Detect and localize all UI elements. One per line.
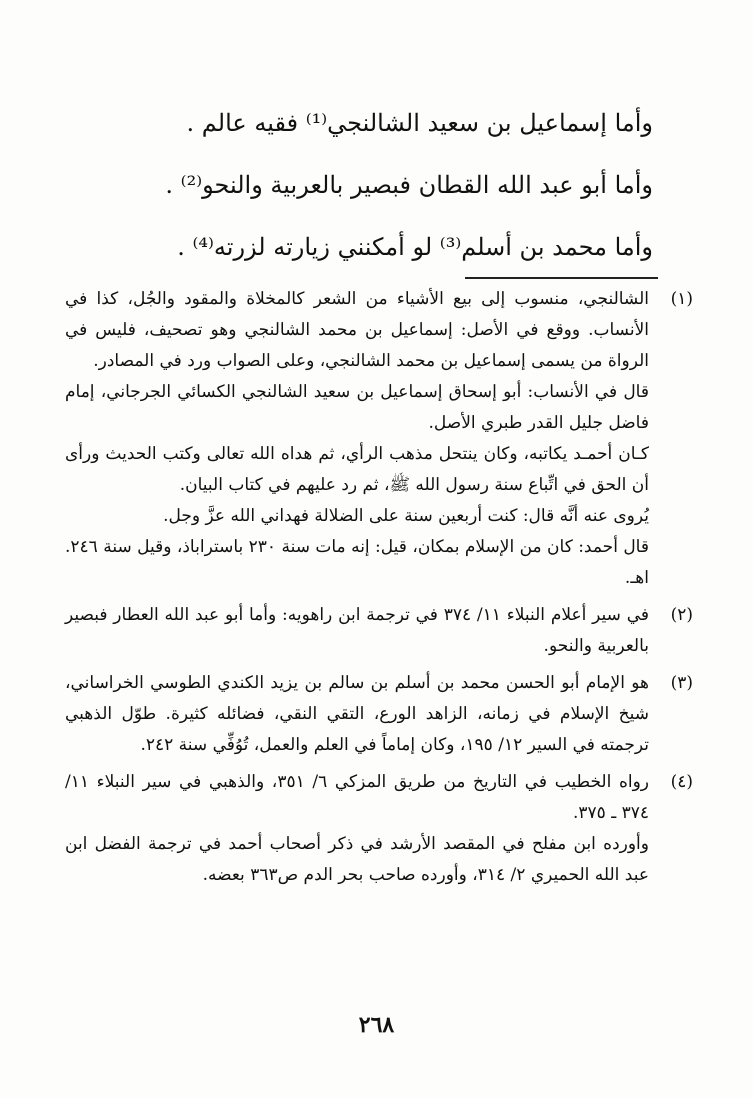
main-text-line: وأما محمد بن أسلم⁽³⁾ لو أمكنني زيارته لزرته⁽⁴⁾ .: [177, 233, 653, 261]
footnote-number: (٢): [670, 605, 693, 625]
footnote-paragraph: يُروى عنه أنَّه قال: كنت أربعين سنة على الضلالة فهداني الله عزَّ وجل.: [163, 506, 649, 526]
footnote-body: [65, 767, 649, 891]
footnote-body: [65, 600, 649, 662]
footnote-number: (١): [670, 289, 693, 309]
footnote-paragraph: وأورده ابن مفلح في المقصد الأرشد في ذكر أصحاب أحمد في ترجمة الفضل ابن عبد الله الحميري ٢/ ٣١٤، وأورده صاحب بحر الدم ص٣٦٣ بعضه.: [65, 834, 649, 885]
main-text-line: وأما إسماعيل بن سعيد الشالنجي⁽¹⁾ فقيه عالم .: [186, 109, 653, 137]
footnote-paragraph: في سير أعلام النبلاء ١١/ ٣٧٤ في ترجمة ابن راهويه: وأما أبو عبد الله العطار فبصير بالعربية والنحو.: [65, 605, 649, 656]
footnote-2: [65, 600, 693, 662]
footnote-body: [65, 284, 649, 594]
footnote-separator: [465, 277, 658, 279]
footnote-paragraph: قال في الأنساب: أبو إسحاق إسماعيل بن سعيد الشالنجي الكسائي الجرجاني، إمام فاضل جليل القدر طبري الأصل.: [65, 382, 649, 433]
main-text-line: وأما أبو عبد الله القطان فبصير بالعربية والنحو⁽²⁾ .: [165, 171, 653, 199]
footnote-number: (٤): [670, 772, 693, 792]
footnote-4: [65, 767, 693, 891]
footnote-body: [65, 668, 649, 761]
footnote-paragraph: كـان أحمـد يكاتبه، وكان ينتحل مذهب الرأي، ثم هداه الله تعالى وكتب الحديث ورأى أن الحق في اتِّباع سنة رسول الله ﷺ، ثم رد عليهم في كتاب البيان.: [65, 444, 649, 495]
footnote-1: [65, 284, 693, 594]
footnote-paragraph: الشالنجي، منسوب إلى بيع الأشياء من الشعر كالمخلاة والمقود والجُل، كذا في الأنساب. ووقع في الأصل: إسماعيل بن محمد الشالنجي وهو تصحيف، فليس في الرواة من يسمى إسماعيل بن محمد الشالنجي، وعلى الصواب ورد في المصادر.: [65, 289, 649, 371]
footnote-3: [65, 668, 693, 761]
footnote-number: (٣): [670, 673, 693, 693]
page-number: ٢٦٨: [358, 1012, 395, 1038]
footnotes: [65, 284, 693, 897]
footnote-paragraph: قال أحمد: كان من الإسلام بمكان، قيل: إنه مات سنة ٢٣٠ باستراباذ، وقيل سنة ٢٤٦. اهـ.: [65, 537, 649, 588]
footnote-paragraph: رواه الخطيب في التاريخ من طريق المزكي ٦/ ٣٥١، والذهبي في سير النبلاء ١١/ ٣٧٤ ـ ٣٧٥.: [65, 772, 650, 823]
footnote-paragraph: هو الإمام أبو الحسن محمد بن أسلم بن سالم بن يزيد الكندي الطوسي الخراساني، شيخ الإسلام في زمانه، الزاهد الورع، التقي النقي، فضائله كثيرة. طوّل الذهبي ترجمته في السير ١٢/ ١٩٥، وكان إماماً في العلم والعمل، تُوُفِّي سنة ٢٤٢.: [65, 673, 649, 755]
main-text: [93, 92, 653, 278]
